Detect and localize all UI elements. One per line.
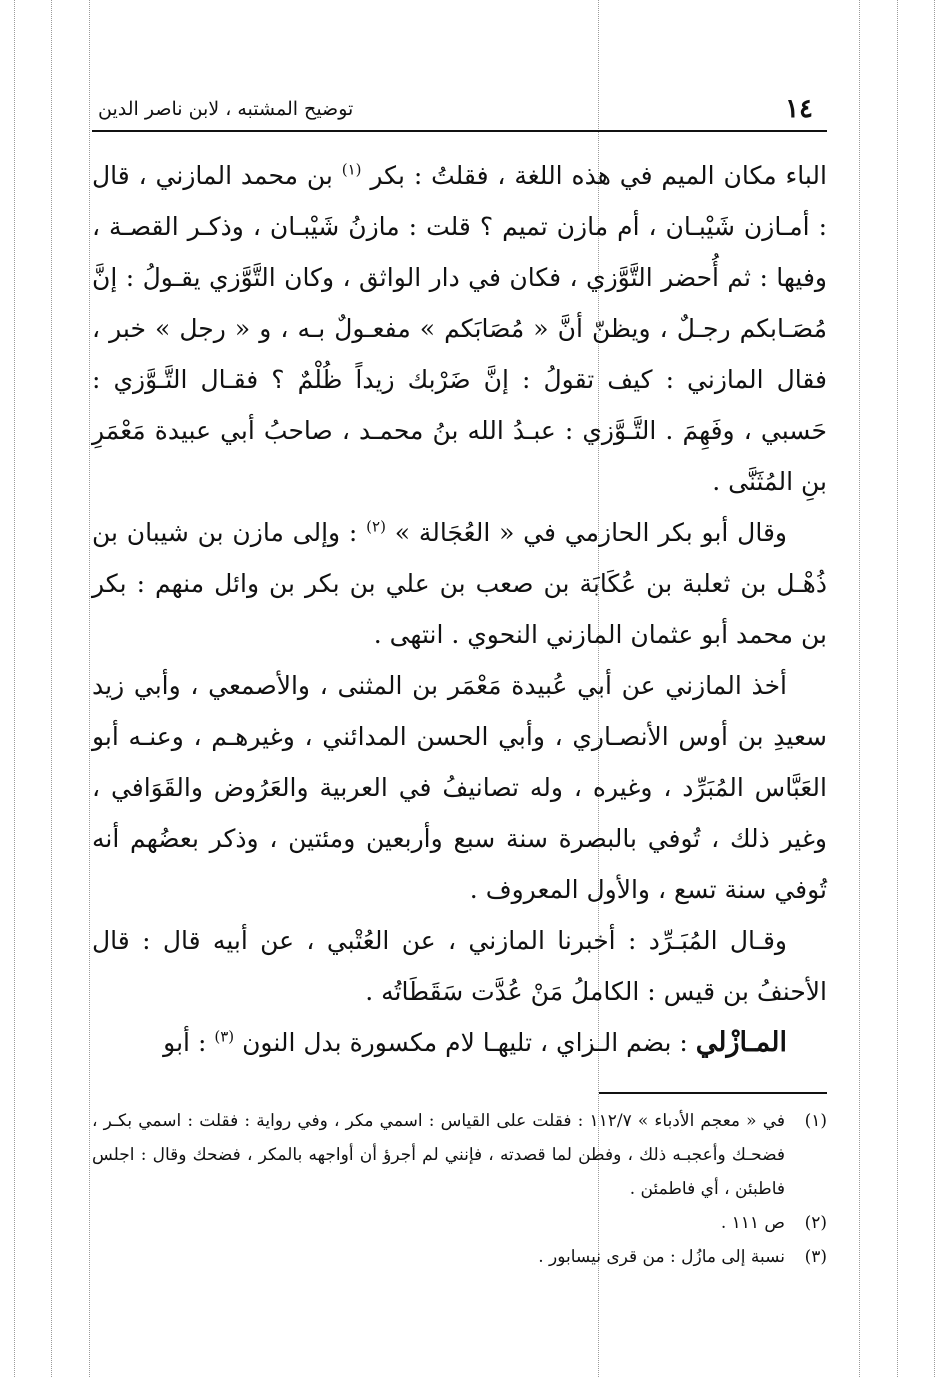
paragraph-2-start: وقال أبو بكر الحازمي في « العُجَالة » (394, 518, 787, 547)
paragraph-4: وقـال المُبَـرِّد : أخبرنا المازني ، عن العُتْبي ، عن أبيه قال : قال الأحنفُ بن قيس : الكاملُ مَنْ عُدَّت سَقَطَاتُه . (92, 926, 827, 1006)
footnote-ref-3: (٣) (214, 1027, 235, 1046)
footnote-ref-2: (٢) (366, 517, 386, 536)
paragraph-2-rest: : وإلى مازن بن شيبان بن ذُهْـل بن ثعلبة بن عُكَابَة بن صعب بن علي بن بكر بن وائل منهم : بكر بن محمد أبو عثمان المازني النحوي . انتهى . (92, 518, 827, 649)
footnotes (92, 1104, 827, 1274)
footnote-ref-1: (١) (341, 160, 362, 179)
paragraph-5-start: : بضم الـزاي ، تليهـا لام مكسورة بدل النون (242, 1028, 688, 1057)
footnote-text: نسبة إلى مازُل : من قرى نيسابور . (538, 1247, 785, 1267)
footnote-3 (92, 1240, 827, 1274)
footnote-text: في « معجم الأدباء » ١١٢/٧ : فقلت على القياس : اسمي مكر ، وفي رواية : فقلت : اسمي بكـر ، فضحـك وأعجبـه ذلك ، وفطن لما قصدته ، فإنني لم أجرؤ أن أواجهه بالمكر ، فضحك وقال : اجلس فاطبئن ، أي فاطمئن . (92, 1111, 785, 1199)
footnote-1 (92, 1104, 827, 1206)
footnote-number: (١) (804, 1111, 827, 1131)
paragraph-5 (92, 1017, 827, 1068)
running-title: توضيح المشتبه ، لابن ناصر الدين (98, 98, 354, 120)
page-header (92, 80, 827, 132)
paragraph-1-rest: بن محمد المازني ، قال : أمـازن شَيْبـان ، أم مازن تميم ؟ قلت : مازنُ شَيْبـان ، وذكـر القصـة ، وفيها : ثم أُحضر التَّوَّزي ، فكان في دار الواثق ، وكان التَّوَّزي يقـولُ : إنَّ مُصَـابكم رجـلٌ ، ويظنّ أنَّ « مُصَابَكم » مفعـولٌ بـه ، و « رجل » خبر ، فقال المازني : كيف تقولُ : إنَّ ضَرْبك زيداً ظُلْمٌ ؟ فقـال التَّـوَّزي : حَسبي ، وفَهِمَ . التَّـوَّزي : عبـدُ الله بنُ محمـد ، صاحبُ أبي عبيدة مَعْمَرِ بنِ المُثَنَّى . (92, 161, 827, 496)
footnote-number: (٢) (804, 1213, 827, 1233)
paragraph-2 (92, 507, 827, 660)
paragraph-3: أخذ المازني عن أبي عُبيدة مَعْمَر بن المثنى ، والأصمعي ، وأبي زيد سعيدِ بن أوس الأنصـاري ، وأبي الحسن المدائني ، وغيرهـم ، وعنـه أبو العَبَّاس المُبَرِّد ، وغيره ، وله تصانيفُ في العربية والعَرُوض والقَوَافي ، وغير ذلك ، تُوفي بالبصرة سنة سبع وأربعين ومئتين ، وذكر بعضُهم أنه تُوفي سنة تسع ، والأول المعروف . (92, 671, 827, 904)
footnote-text: ص ١١١ . (720, 1213, 785, 1233)
paragraph-1-start: الباء مكان الميم في هذه اللغة ، فقلتُ : بكر (370, 161, 827, 190)
main-text (92, 150, 827, 1068)
footnote-2 (92, 1206, 827, 1240)
page-number: ١٤ (785, 94, 813, 124)
entry-keyword: المـازْلي (695, 1027, 787, 1058)
footnote-number: (٣) (804, 1247, 827, 1267)
paragraph-5-rest: : أبو (163, 1028, 207, 1057)
paragraph-1 (92, 150, 827, 507)
footnote-divider (599, 1092, 827, 1094)
book-page (92, 80, 827, 1330)
